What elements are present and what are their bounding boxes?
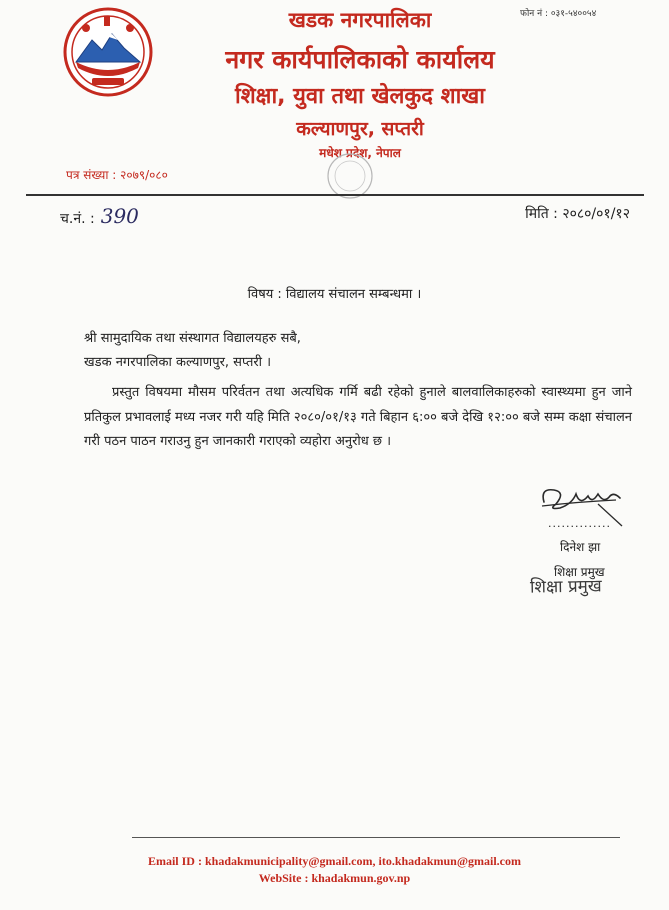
phone-number: फोन नं : ०३१-५४००५४ (520, 9, 597, 19)
footer-website: WebSite : khadakmun.gov.np (258, 871, 411, 885)
section-name: शिक्षा, युवा तथा खेलकुद शाखा (235, 84, 485, 109)
signature-dots: .............. (548, 517, 611, 530)
signatory-stamp: शिक्षा प्रमुख (529, 576, 602, 598)
office-name: नगर कार्यपालिकाको कार्यालय (225, 45, 495, 74)
municipality-emblem-logo (62, 6, 154, 98)
addressee-line-1: श्री सामुदायिक तथा संस्थागत विद्यालयहरु सबै, (84, 331, 301, 346)
footer-email: Email ID : khadakmunicipality@gmail.com, ito.khadakmun@gmail.com (147, 854, 522, 868)
location: कल्याणपुर, सप्तरी (296, 118, 424, 140)
letter-date: मिति : २०८०/०१/१२ (525, 206, 630, 222)
province: मधेश प्रदेश, नेपाल (319, 146, 401, 160)
official-stamp-faint (320, 150, 380, 206)
dispatch-number-value: 390 (100, 204, 139, 228)
municipality-name: खडक नगरपालिका (288, 8, 432, 32)
subject-line: विषय : विद्यालय संचालन सम्बन्धमा । (247, 287, 422, 302)
letter-number: पत्र संख्या : २०७९/०८० (66, 168, 168, 182)
dispatch-number (60, 204, 139, 228)
dispatch-number-label: च.नं. : (60, 211, 95, 227)
signatory-name: दिनेश झा (560, 540, 601, 554)
header-divider (26, 194, 644, 196)
letter-body: प्रस्तुत विषयमा मौसम परिर्वतन तथा अत्यधिक गर्मि बढी रहेको हुनाले बालवालिकाहरुको स्वास्थ्यमा हुन जाने प्रतिकुल प्रभावलाई मध्य नजर गरी यहि मिति २०८०/०१/१३ गते बिहान ६:०० बजे देखि १२:०० बजे सम्म कक्षा संचालन गरी पठन पाठन गराउनु हुन जानकारी गराएको व्यहोरा अनुरोध छ । (84, 385, 632, 449)
footer-divider (132, 837, 620, 838)
addressee-line-2: खडक नगरपालिका कल्याणपुर, सप्तरी । (84, 355, 272, 370)
signatory-title: शिक्षा प्रमुख (554, 565, 605, 579)
